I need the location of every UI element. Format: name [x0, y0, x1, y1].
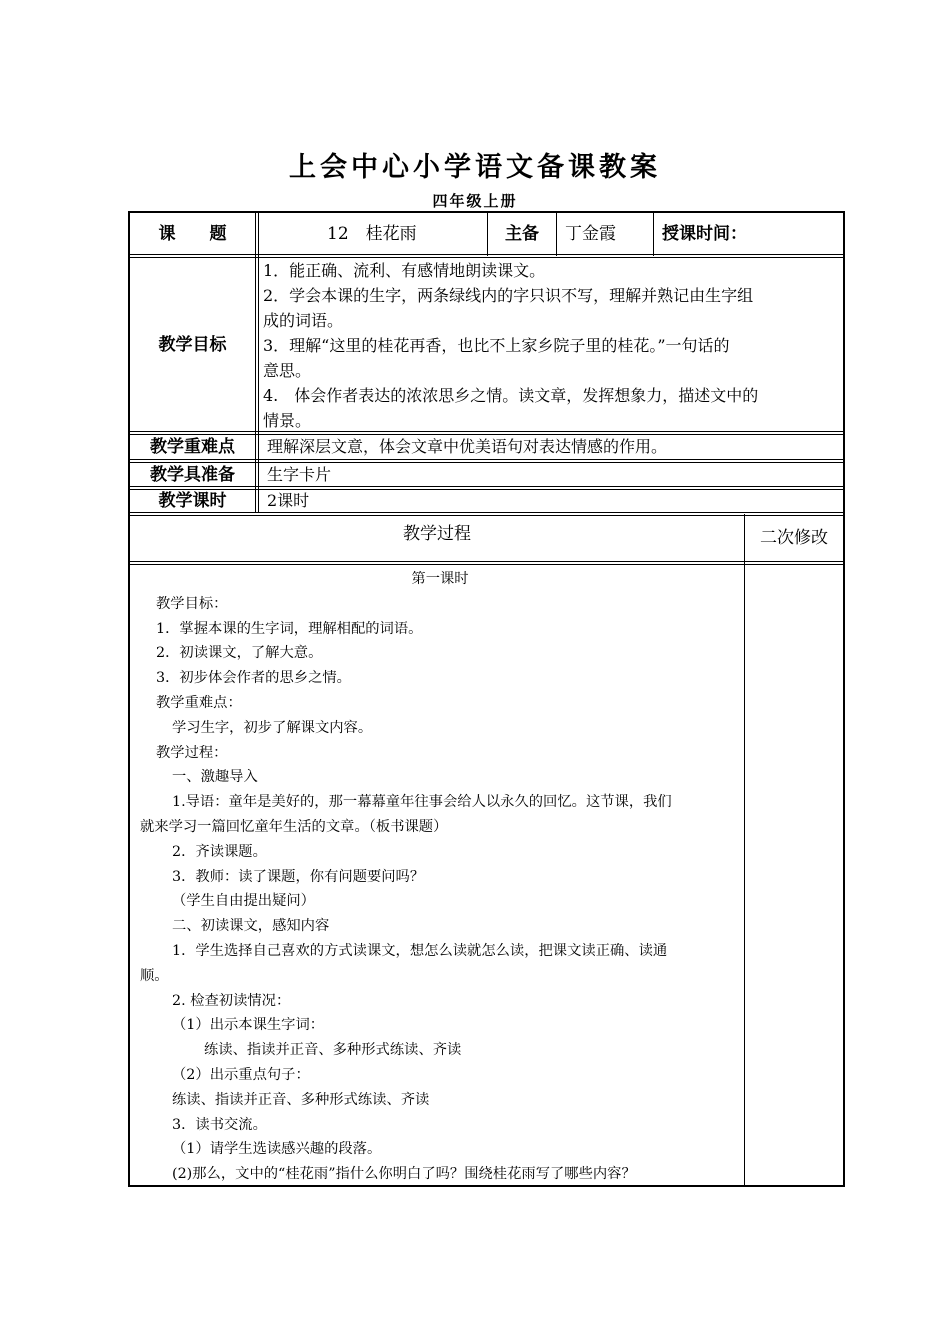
focus-label: 教学重难点 [150, 437, 235, 457]
process-line: 2. 检查初读情况： [172, 992, 291, 1009]
process-line: 1．学生选择自己喜欢的方式读课文，想怎么读就怎么读，把课文读正确、读通 [172, 942, 668, 959]
process-line: 教学过程： [156, 744, 228, 761]
document-title: 上会中心小学语文备课教案 [289, 152, 661, 183]
hours-label: 教学课时 [158, 491, 227, 511]
revise-header: 二次修改 [760, 528, 828, 548]
process-line: 就来学习一篇回忆童年生活的文章。（板书课题） [140, 818, 448, 835]
col-rule [744, 514, 745, 1186]
goal-line: 意思。 [263, 361, 312, 380]
row-rule [128, 459, 845, 460]
document-subtitle: 四年级上册 [432, 192, 518, 210]
goal-line: 情景。 [263, 411, 312, 430]
process-line: 学习生字，初步了解课文内容。 [172, 719, 373, 736]
row-rule [128, 515, 845, 516]
row-rule [128, 512, 845, 513]
prep-value: 生字卡片 [267, 464, 332, 484]
process-line: 1．掌握本课的生字词，理解相配的词语。 [156, 620, 423, 637]
row-rule [128, 486, 845, 487]
goal-line: 1．能正确、流利、有感情地朗读课文。 [263, 261, 546, 280]
process-line: 二、初读课文，感知内容 [172, 918, 330, 935]
process-line: （2）出示重点句子： [172, 1066, 310, 1083]
goal-line: 4. 体会作者表达的浓浓思乡之情。读文章，发挥想象力，描述文中的 [263, 386, 759, 405]
process-body [140, 567, 740, 1187]
process-line: 练读、指读并正音、多种形式练读、齐读 [204, 1042, 462, 1059]
process-line: 第一课时 [411, 571, 469, 587]
process-line: 3．初步体会作者的思乡之情。 [156, 670, 351, 687]
topic-label: 课 题 [158, 223, 227, 244]
process-line: （学生自由提出疑问） [172, 893, 315, 910]
process-line: 3．读书交流。 [172, 1116, 267, 1133]
process-line: 一、激趣导入 [172, 769, 258, 786]
process-header: 教学过程 [403, 524, 471, 544]
process-line: (2)那么，文中的“桂花雨”指什么你明白了吗？围绕桂花雨写了哪些内容？ [172, 1166, 636, 1183]
process-line: 3．教师：读了课题，你有问题要问吗？ [172, 868, 425, 885]
lead-teacher-label: 主备 [505, 223, 539, 244]
process-line: 2．初读课文，了解大意。 [156, 645, 323, 662]
process-line: 1.导语：童年是美好的，那一幕幕童年往事会给人以永久的回忆。这节课，我们 [172, 794, 672, 811]
topic-value: 12 桂花雨 [327, 223, 417, 244]
process-line: 顺。 [140, 967, 169, 984]
goal-line: 成的词语。 [263, 311, 344, 330]
col-rule [255, 211, 256, 513]
lead-teacher-value: 丁金霞 [565, 223, 616, 244]
prep-label: 教学具准备 [150, 464, 235, 485]
process-line: 教学目标： [156, 595, 228, 612]
goal-line: 2．学会本课的生字，两条绿线内的字只识不写，理解并熟记由生字组 [263, 286, 754, 305]
row-rule [128, 561, 845, 562]
process-line: （1）请学生选读感兴趣的段落。 [172, 1141, 382, 1158]
row-rule [128, 564, 845, 565]
process-line: 教学重难点： [156, 694, 242, 711]
hours-value: 2课时 [267, 491, 310, 510]
goals-list [263, 258, 838, 433]
table-border-right [843, 211, 845, 1187]
class-time-label: 授课时间： [662, 223, 747, 244]
goals-label: 教学目标 [158, 334, 227, 355]
process-line: 2．齐读课题。 [172, 843, 267, 860]
process-line: 练读、指读并正音、多种形式练读、齐读 [172, 1091, 430, 1108]
process-line: （1）出示本课生字词： [172, 1017, 325, 1034]
goal-line: 3．理解“这里的桂花再香，也比不上家乡院子里的桂花。”一句话的 [263, 336, 730, 355]
focus-value: 理解深层文意，体会文章中优美语句对表达情感的作用。 [267, 437, 668, 456]
